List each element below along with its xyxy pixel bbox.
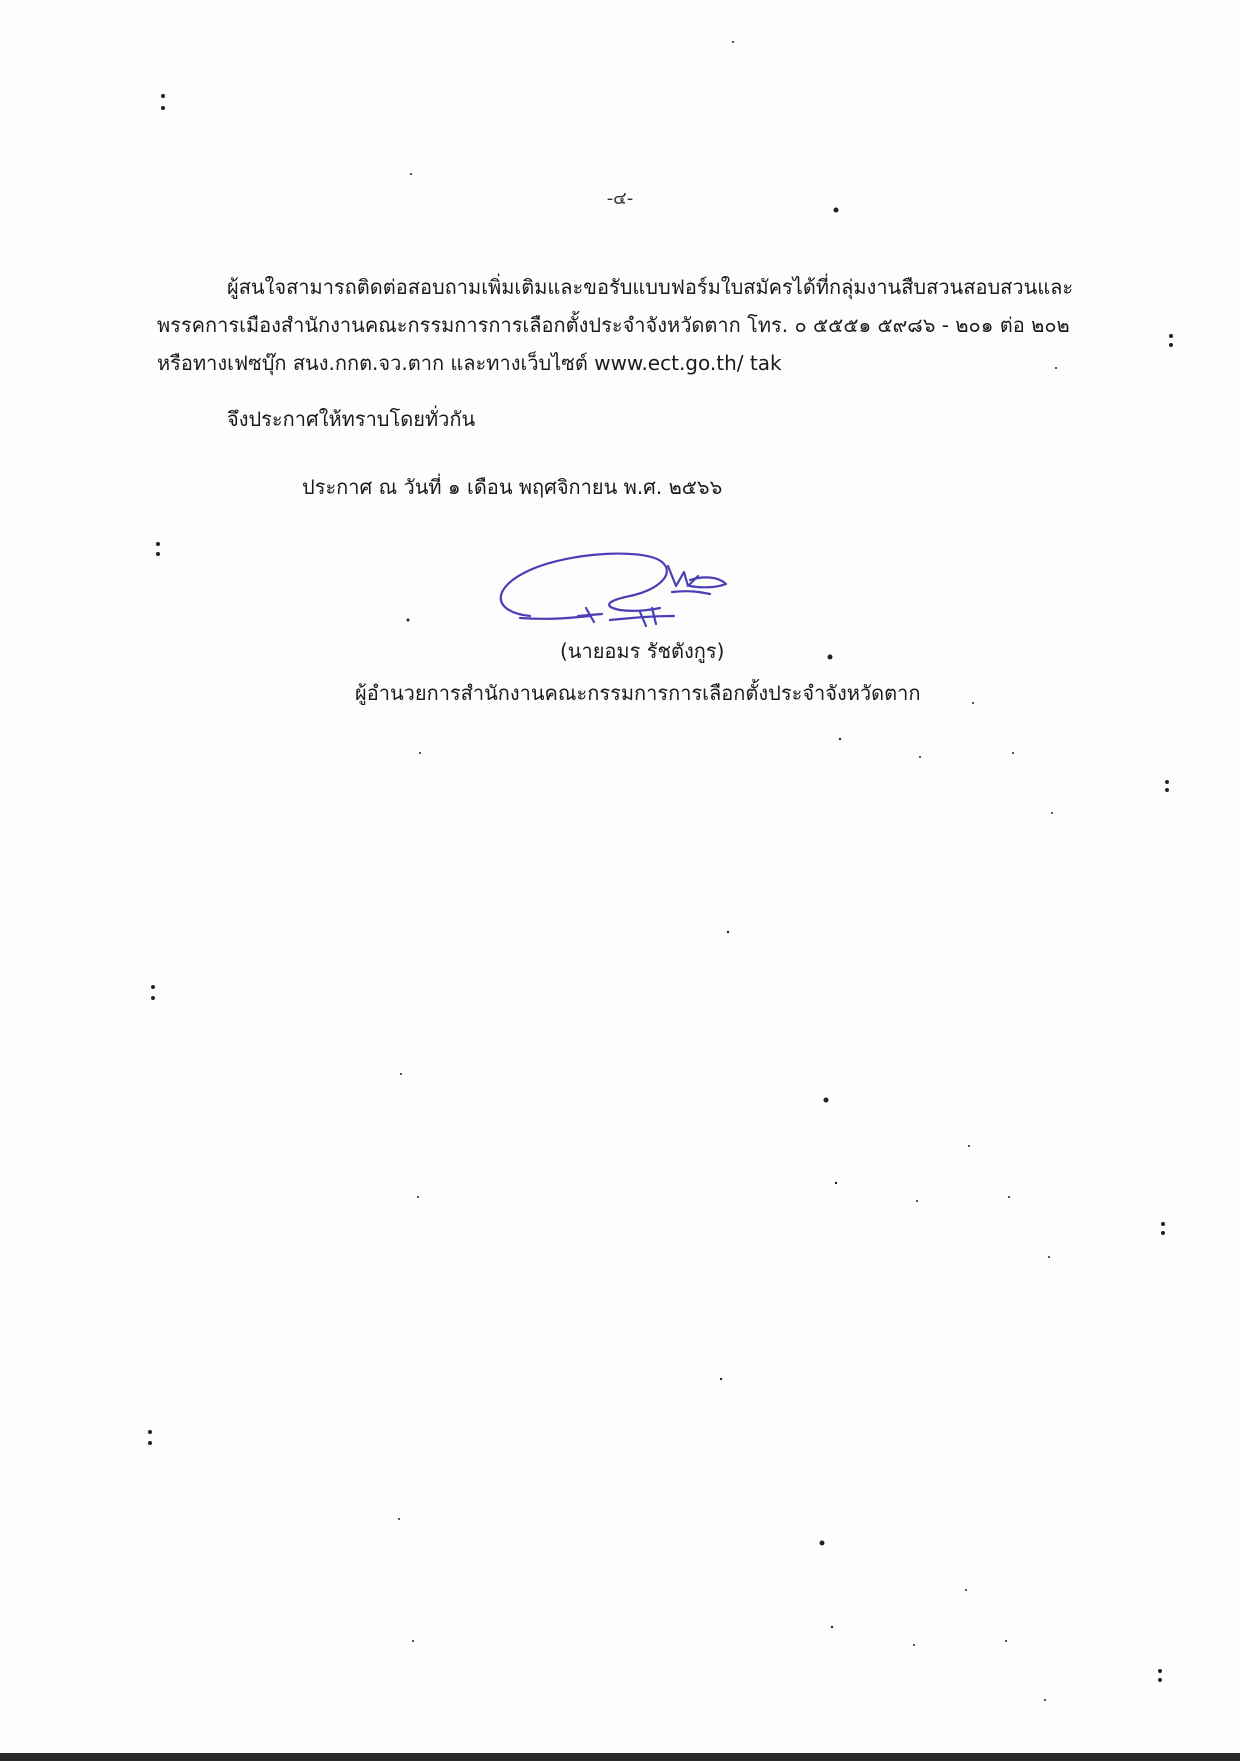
announcement-date: ประกาศ ณ วันที่ ๑ เดือน พฤศจิกายน พ.ศ. ๒๕๖๖ (302, 475, 723, 499)
signer-name: (นายอมร รัชตังกูร) (560, 639, 725, 663)
scan-bottom-edge (0, 1753, 1240, 1761)
signer-title: ผู้อำนวยการสำนักงานคณะกรรมการการเลือกตั้งประจำจังหวัดตาก (355, 681, 921, 705)
closing-statement: จึงประกาศให้ทราบโดยทั่วกัน (227, 407, 476, 431)
handwritten-signature (490, 540, 750, 630)
contact-paragraph-text: ผู้สนใจสามารถติดต่อสอบถามเพิ่มเติมและขอรับแบบฟอร์มใบสมัครได้ที่กลุ่มงานสืบสวนสอบสวนและพรรคการเมืองสำนักงานคณะกรรมการการเลือกตั้งประจำจังหวัดตาก โทร. ๐ ๕๕๕๑ ๕๙๘๖ - ๒๐๑ ต่อ ๒๐๒ หรือทางเฟซบุ๊ก สนง.กกต.จว.ตาก และทางเว็บไซต์ www.ect.go.th/ tak (157, 275, 1074, 375)
contact-paragraph (157, 268, 1087, 382)
page-number: -๔- (606, 188, 634, 209)
